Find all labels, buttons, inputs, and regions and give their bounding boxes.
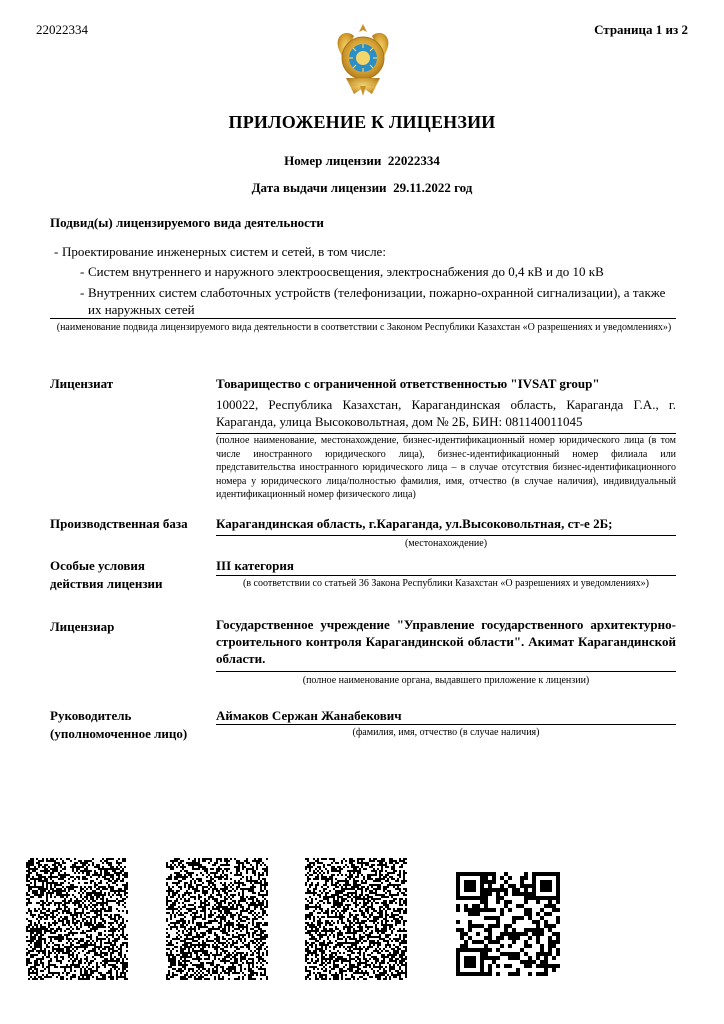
subkind-item: - Проектирование инженерных систем и сетей, в том числе: [54,244,386,259]
licensee-label: Лицензиат [50,376,114,391]
special-conditions-label [50,557,163,593]
subkind-item: - Систем внутреннего и наружного электроосвещения, электроснабжения до 0,4 кВ и до 10 кВ [80,264,604,279]
divider [216,535,676,536]
page-title: ПРИЛОЖЕНИЕ К ЛИЦЕНЗИИ [228,112,496,132]
qr-code-icon [26,858,128,980]
page-indicator: Страница 1 из 2 [594,22,688,37]
head-note: (фамилия, имя, отчество (в случае наличия) [352,727,540,738]
production-base-value: Карагандинская область, г.Караганда, ул.Высоковольтная, ст-е 2Б; [216,516,613,531]
production-base-note: (местонахождение) [404,538,488,549]
licensee-address: 100022, Республика Казахстан, Карагандинская область, Караганда Г.А., г. Караганда, улица Высоковольтная, дом № 2Б, БИН: 081140011045 [216,397,676,429]
license-date-label: Дата выдачи лицензии [251,180,387,195]
licensor-note: (полное наименование органа, выдавшего приложение к лицензии) [302,675,590,686]
special-conditions-value: III категория [216,558,294,573]
divider [216,671,676,672]
head-label [50,707,187,743]
licensee-note: (полное наименование, местонахождение, бизнес-идентификационный номер юридического лица (в том числе иностранного юридического лица), бизнес-идентификационный номер филиала или представительства иностранного юридического лица – в случае отсутствия бизнес-идентификационного номера у юридического лица/полностью фамилия, имя, отчество (в случае наличия), индивидуальный идентификационный номер физического лица) [216,435,676,500]
license-date-value: 29.11.2022 год [393,180,473,195]
special-conditions-note: (в соответствии со статьей 36 Закона Республики Казахстан «О разрешениях и уведомлениях») [243,578,649,589]
license-date [0,180,724,196]
subkind-heading: Подвид(ы) лицензируемого вида деятельности [50,215,324,230]
divider [216,575,676,576]
license-number-value: 22022334 [387,153,440,168]
divider [216,724,676,725]
qr-code-icon [166,858,268,980]
subkind-note: (наименование подвида лицензируемого вида деятельности в соответствии с Законом Республики Казахстан «О разрешениях и уведомлениях») [56,322,672,333]
special-conditions-label-line: действия лицензии [50,576,163,591]
document-number: 22022334 [36,22,88,37]
head-value: Аймаков Сержан Жанабекович [216,708,402,723]
subkind-item-text: Внутренних систем слаботочных устройств (телефонизации, пожарно-охранной сигнализации), а также их наружных сетей [88,285,666,317]
qr-code-icon [305,858,407,980]
licensor-label: Лицензиар [50,619,115,634]
license-number [0,153,724,169]
subkind-item-text: Проектирование инженерных систем и сетей, в том числе: [62,244,386,259]
head-label-line: (уполномоченное лицо) [50,726,188,741]
licensor-value: Государственное учреждение "Управление государственного архитектурно-строительного контроля Карагандинской области". Акимат Карагандинской области. [216,617,676,666]
license-number-label: Номер лицензии [284,153,382,168]
head-label-line: Руководитель [50,708,132,723]
divider [50,318,676,319]
production-base-label: Производственная база [50,516,188,531]
qr-code-icon [456,872,560,976]
state-emblem-icon [332,22,394,98]
subkind-item: - Внутренних систем слаботочных устройств (телефонизации, пожарно-охранной сигнализации), а также их наружных сетей [80,285,666,317]
licensee-name: Товарищество с ограниченной ответственностью "IVSAT group" [216,376,600,391]
special-conditions-label-line: Особые условия [50,558,145,573]
subkind-item-text: Систем внутреннего и наружного электроосвещения, электроснабжения до 0,4 кВ и до 10 кВ [88,264,604,279]
